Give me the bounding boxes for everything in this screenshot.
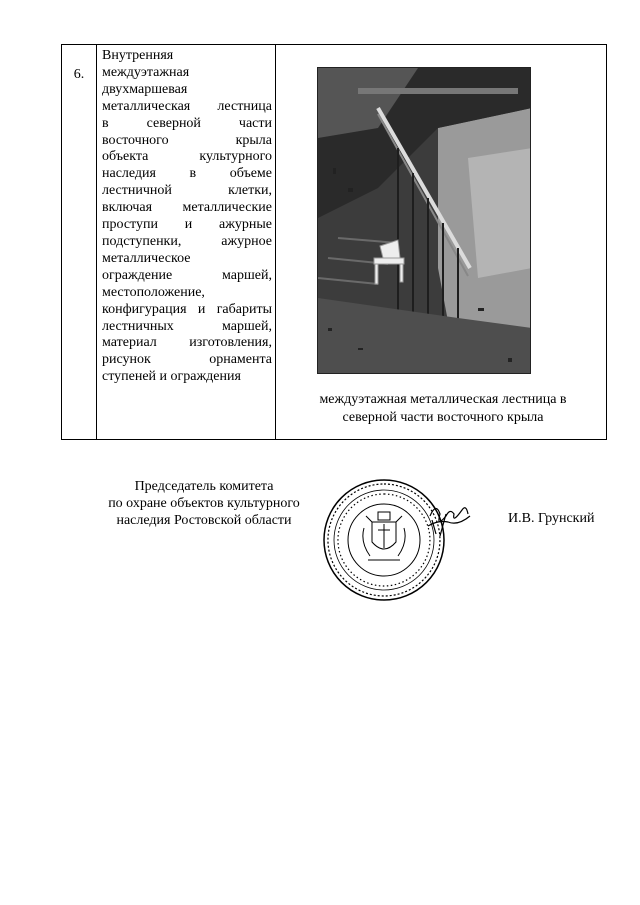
description-line: рисунок орнамента: [102, 352, 272, 368]
description-line: ограждение маршей,: [102, 267, 272, 283]
column-divider: [96, 45, 97, 439]
staircase-photo-graphic: [318, 68, 531, 374]
caption-line: северной части восточного крыла: [342, 410, 544, 425]
signatory-title-line: наследия Ростовской области: [116, 513, 292, 528]
staircase-photo: [317, 67, 531, 374]
description-line: лестничной клетки,: [102, 183, 272, 199]
description-line: объекта культурного: [102, 149, 272, 165]
description-line: наследия в объеме: [102, 166, 272, 182]
description-line: восточного крыла: [102, 132, 272, 148]
description-line: лестничных маршей,: [102, 318, 272, 334]
row-number: 6.: [73, 67, 85, 82]
official-seal: [320, 476, 472, 604]
description-line: двухмаршевая: [102, 81, 188, 97]
seal-icon: [320, 476, 472, 604]
description-line: проступи и ажурные: [102, 217, 272, 233]
description-line: подступенки, ажурное: [102, 233, 272, 249]
description-line: материал изготовления,: [102, 335, 272, 351]
signatory-title: [90, 478, 318, 529]
item-description: [102, 48, 272, 386]
signatory-title-line: по охране объектов культурного: [108, 496, 300, 511]
signatory-title-line: Председатель комитета: [134, 479, 274, 494]
description-line: включая металлические: [102, 200, 272, 216]
description-line: металлическое: [102, 250, 191, 266]
description-line: в северной части: [102, 115, 272, 131]
description-line: местоположение,: [102, 284, 205, 300]
caption-line: междуэтажная металлическая лестница в: [319, 392, 567, 407]
photo-caption: [284, 391, 602, 427]
description-line: конфигурация и габариты: [102, 301, 272, 317]
description-line: ступеней и ограждения: [102, 369, 241, 385]
column-divider: [275, 45, 276, 439]
signatory-name: И.В. Грунский: [508, 511, 595, 526]
description-line: Внутренняя: [102, 48, 174, 63]
heritage-items-table: [61, 44, 607, 440]
description-line: металлическая лестница: [102, 98, 272, 114]
description-line: междуэтажная: [102, 64, 190, 80]
